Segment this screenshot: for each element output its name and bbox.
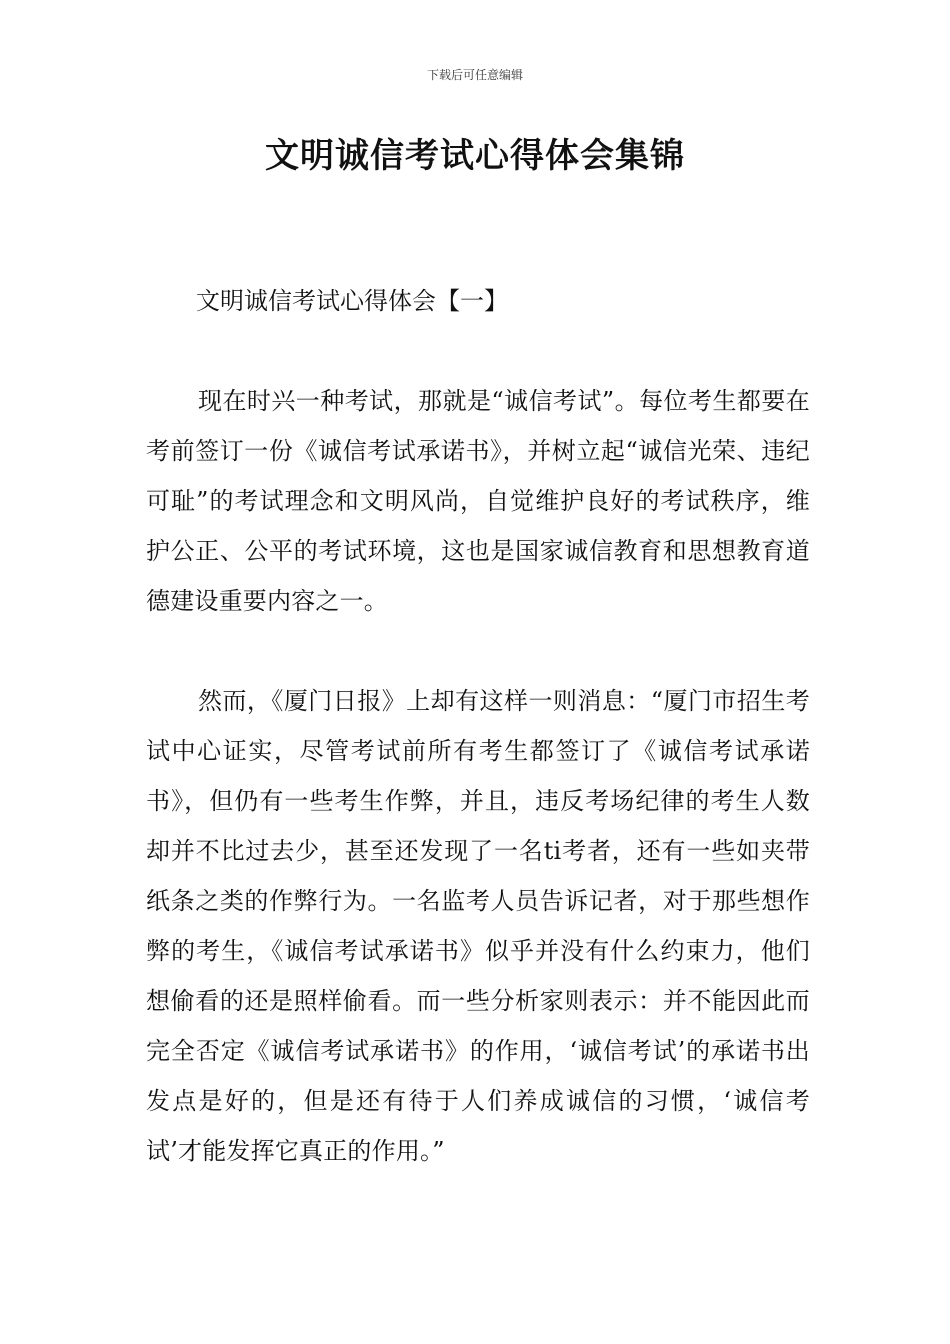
document-title: 文明诚信考试心得体会集锦 (265, 136, 685, 176)
header-note: 下载后可任意编辑 (426, 68, 523, 82)
document-body (146, 276, 810, 1226)
paragraph-1: 现在时兴一种考试，那就是“诚信考试”。每位考生都要在考前签订一份《诚信考试承诺书》，并树立起“诚信光荣、违纪可耻”的考试理念和文明风尚，自觉维护良好的考试秩序，维护公正、公平的考试环境，这也是国家诚信教育和思想教育道德建设重要内容之一。 (146, 387, 810, 615)
section-heading: 文明诚信考试心得体会【一】 (196, 287, 508, 315)
paragraph-2: 然而，《厦门日报》上却有这样一则消息：“厦门市招生考试中心证实，尽管考试前所有考生都签订了《诚信考试承诺书》，但仍有一些考生作弊，并且，违反考场纪律的考生人数却并不比过去少，甚至还发现了一名ti考者，还有一些如夹带纸条之类的作弊行为。一名监考人员告诉记者，对于那些想作弊的考生，《诚信考试承诺书》似乎并没有什么约束力，他们想偷看的还是照样偷看。而一些分析家则表示：并不能因此而完全否定《诚信考试承诺书》的作用，‘诚信考试’的承诺书出发点是好的，但是还有待于人们养成诚信的习惯，‘诚信考试’才能发挥它真正的作用。” (146, 687, 810, 1165)
